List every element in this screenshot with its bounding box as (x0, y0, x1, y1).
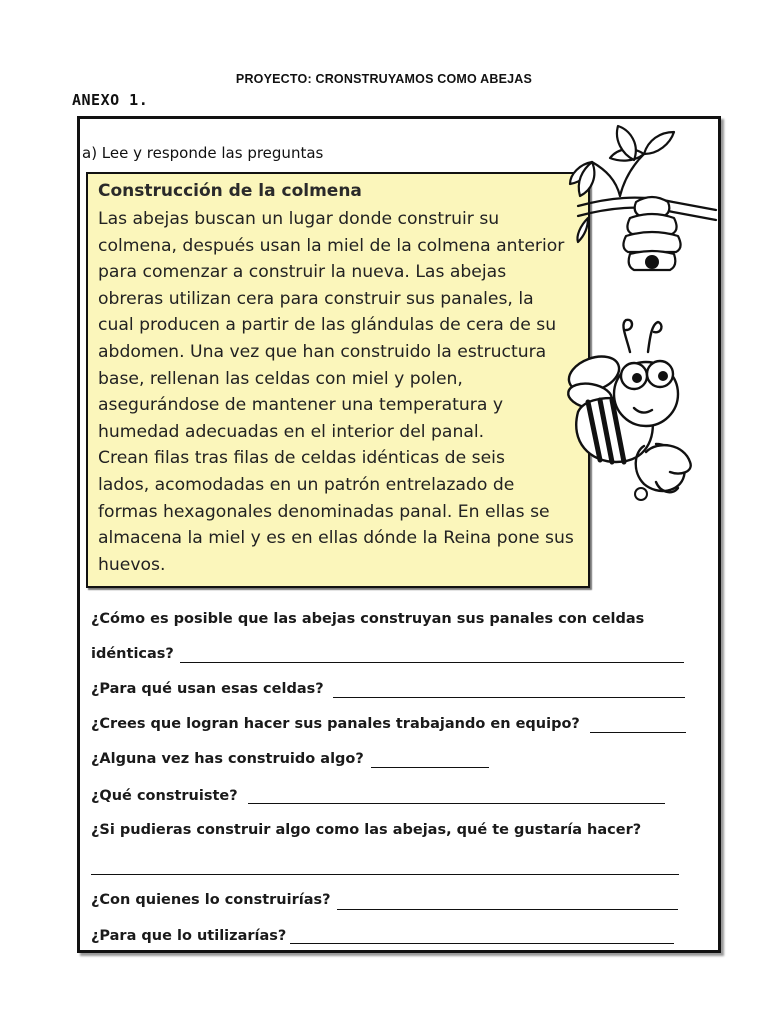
reading-line: Las abejas buscan un lugar donde construir su (98, 209, 500, 229)
reading-title: Construcción de la colmena (98, 181, 362, 201)
project-title: PROYECTO: CRONSTRUYAMOS COMO ABEJAS (235, 72, 533, 86)
answer-line-2[interactable] (333, 697, 685, 698)
reading-line: asegurándose de mantener una temperatura y (98, 395, 503, 416)
answer-line-5[interactable] (248, 803, 665, 804)
reading-line: cual producen a partir de las glándulas de cera de su (98, 315, 557, 336)
reading-line: almacena la miel y es en ellas dónde la Reina pone sus (98, 528, 574, 549)
question-2: ¿Para qué usan esas celdas? (91, 681, 324, 697)
question-4: ¿Alguna vez has construido algo? (91, 751, 364, 767)
reading-line: formas hexagonales denominadas panal. En ellas se (98, 501, 550, 522)
question-1: ¿Cómo es posible que las abejas construyan sus panales con celdas (91, 611, 645, 627)
reading-line: para comenzar a construir la nueva. Las abejas (98, 262, 507, 283)
activity-instruction: a) Lee y responde las preguntas (82, 144, 324, 162)
reading-line: colmena, después usan la miel de la colmena anterior (98, 235, 565, 256)
question-5: ¿Qué construiste? (91, 788, 238, 804)
answer-line-6[interactable] (91, 874, 679, 875)
answer-line-7[interactable] (337, 909, 678, 910)
reading-line: base, rellenan las celdas con miel y polen, (98, 368, 463, 389)
question-8: ¿Para que lo utilizarías? (91, 928, 287, 944)
reading-line: Crean filas tras filas de celdas idénticas de seis (98, 448, 505, 469)
answer-line-1[interactable] (180, 662, 684, 663)
reading-line: huevos. (98, 554, 166, 575)
question-1-continued: idénticas? (91, 646, 174, 662)
question-6: ¿Si pudieras construir algo como las abejas, qué te gustaría hacer? (91, 822, 642, 838)
reading-line: abdomen. Una vez que han construido la estructura (98, 341, 547, 362)
answer-line-4[interactable] (371, 767, 489, 768)
question-3: ¿Crees que logran hacer sus panales trabajando en equipo? (91, 716, 580, 732)
reading-line: obreras utilizan cera para construir sus panales, la (98, 288, 534, 309)
reading-box (86, 172, 590, 588)
beehive-on-branch-icon (548, 118, 718, 288)
annex-heading: ANEXO 1. (72, 91, 149, 109)
bee-with-honey-pot-icon (560, 312, 700, 512)
reading-line: lados, acomodadas en un patrón entrelazado de (98, 474, 515, 495)
answer-line-8[interactable] (290, 943, 674, 944)
answer-line-3[interactable] (590, 732, 686, 733)
reading-text (98, 206, 574, 578)
question-7: ¿Con quienes lo construirías? (91, 892, 331, 908)
reading-line: humedad adecuadas en el interior del panal. (98, 421, 485, 442)
